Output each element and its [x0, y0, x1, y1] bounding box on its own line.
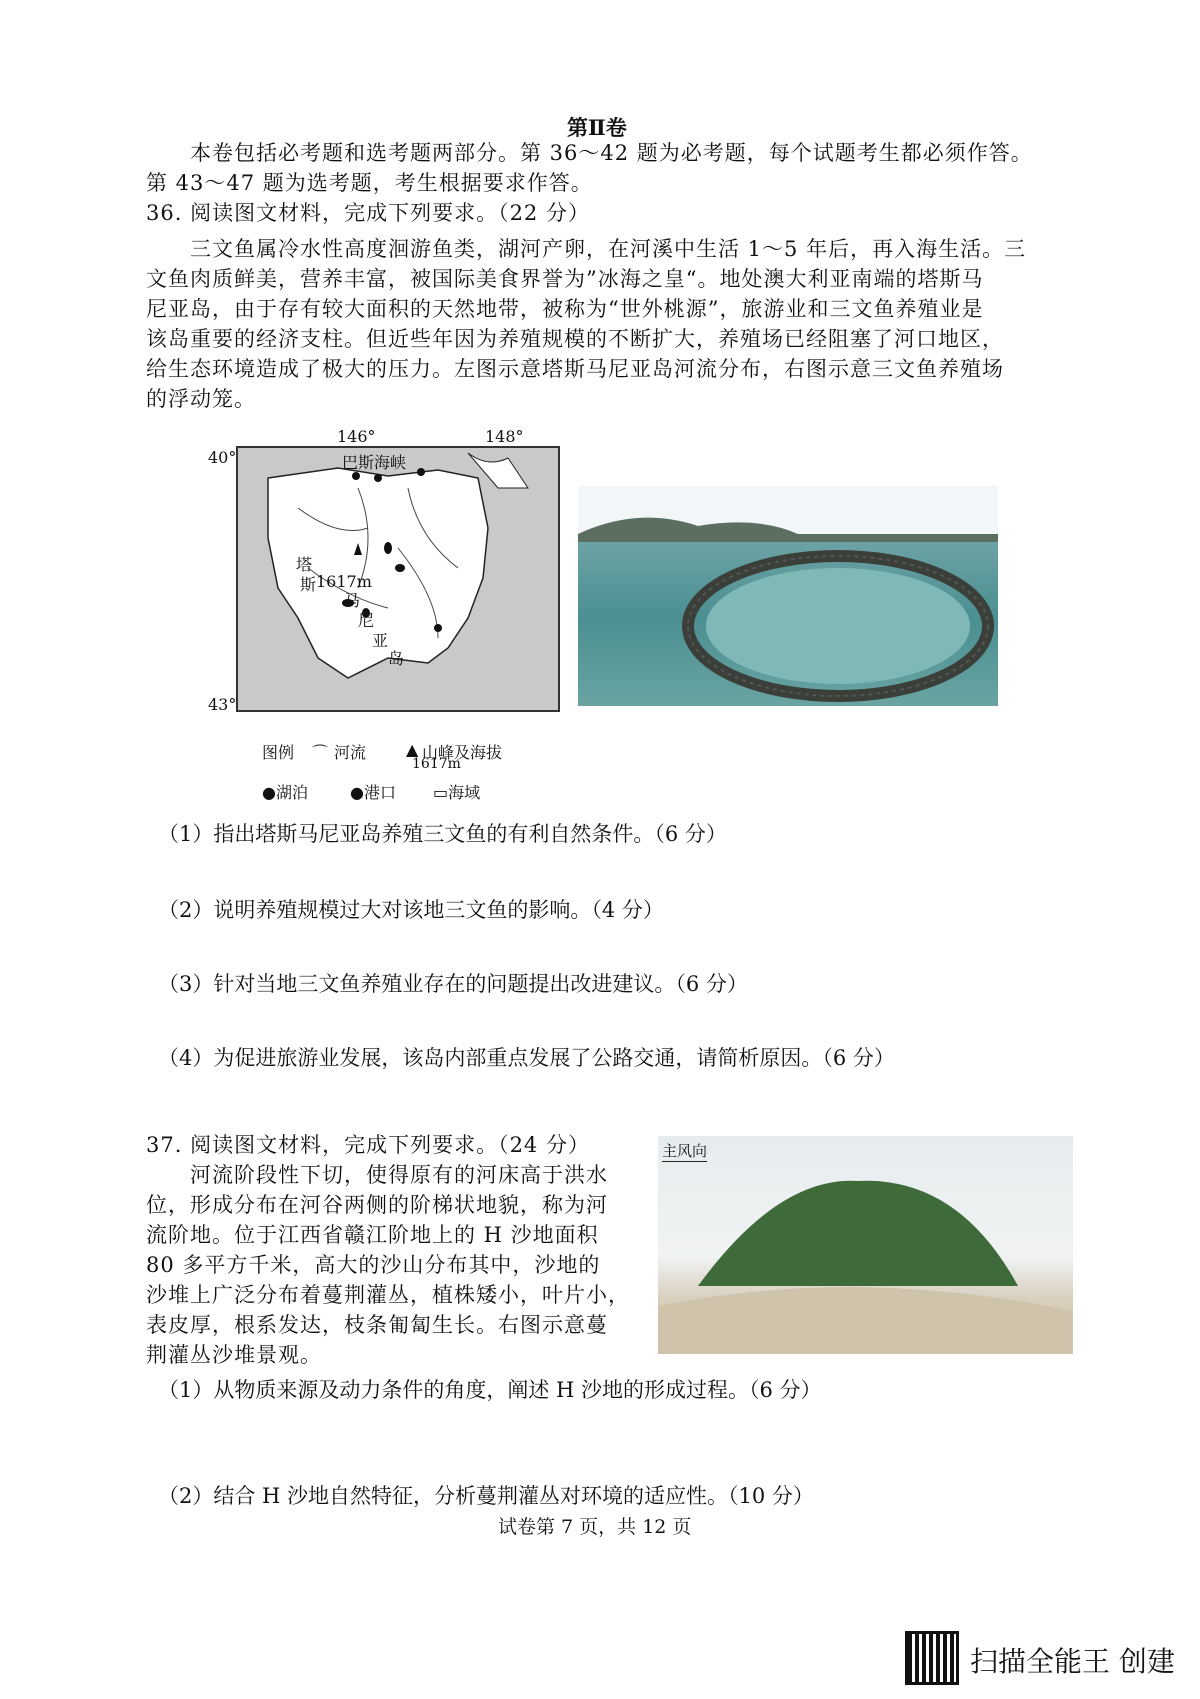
q36-para-line: 的浮动笼。: [146, 387, 256, 411]
strait-label: 巴斯海峡: [342, 453, 407, 472]
sand-ground: [658, 1287, 1073, 1354]
q36-para-line: 给生态环境造成了极大的压力。左图示意塔斯马尼亚岛河流分布，右图示意三文鱼养殖场: [146, 357, 1004, 381]
q36-para-line: 文鱼肉质鲜美，营养丰富，被国际美食界誉为”冰海之皇“。地处澳大利亚南端的塔斯马: [146, 267, 984, 291]
island-char: 亚: [372, 631, 389, 650]
qr-code-icon: [905, 1631, 959, 1685]
port-dot: [417, 468, 425, 476]
legend-peak-icon: ▲: [406, 740, 419, 759]
q37-para-line: 河流阶段性下切，使得原有的河床高于洪水: [190, 1163, 608, 1187]
legend-title: 图例: [262, 743, 295, 762]
lake-icon: [384, 542, 392, 554]
island-char: 马: [344, 591, 361, 610]
map-lat-40: 40°: [208, 448, 237, 467]
port-dot: [352, 472, 360, 480]
legend-port: ●港口: [350, 783, 396, 802]
scanner-watermark: 扫描全能王 创建: [970, 1645, 1175, 1678]
cage-water: [706, 568, 970, 684]
distant-hills: [578, 518, 998, 542]
wind-direction-label: 主风向: [662, 1142, 708, 1160]
q37-para-line: 表皮厚，根系发达，枝条匍匐生长。右图示意蔓: [146, 1313, 608, 1337]
peak-label: 1617m: [316, 572, 372, 591]
legend-sea-label: 海域: [448, 783, 481, 802]
q37-sub-1: （1）从物质来源及动力条件的角度，阐述 H 沙地的形成过程。（6 分）: [158, 1378, 822, 1402]
tasmania-island-svg: [238, 448, 558, 710]
legend-river-icon: ⌒: [312, 743, 329, 762]
q36-para-line: 尼亚岛，由于存有较大面积的天然地带，被称为“世外桃源”，旅游业和三文鱼养殖业是: [146, 297, 984, 321]
legend-port-label: 港口: [363, 783, 396, 802]
q36-para-line: 三文鱼属冷水性高度洄游鱼类，湖河产卵，在河溪中生活 1～5 年后，再入海生活。三: [190, 237, 1027, 261]
q36-header: 36. 阅读图文材料，完成下列要求。（22 分）: [146, 201, 590, 225]
shrub-mound: [698, 1181, 1018, 1286]
island-char: 斯: [300, 575, 317, 594]
intro-line-1: 本卷包括必考题和选考题两部分。第 36～42 题为必考题，每个试题考生都必须作答。: [190, 141, 1033, 165]
q37-para-line: 沙堆上广泛分布着蔓荆灌丛，植株矮小，叶片小，: [146, 1283, 630, 1307]
island-char: 尼: [358, 611, 375, 630]
q37-para-line: 荆灌丛沙堆景观。: [146, 1343, 322, 1367]
map-lon-146: 146°: [337, 427, 376, 446]
port-dot: [374, 474, 382, 482]
map-lat-43: 43°: [208, 695, 237, 714]
q36-sub-2: （2）说明养殖规模过大对该地三文鱼的影响。（4 分）: [158, 898, 664, 922]
page-footer: 试卷第 7 页，共 12 页: [498, 1516, 692, 1538]
q37-para-line: 位，形成分布在河谷两侧的阶梯状地貌，称为河: [146, 1193, 608, 1217]
legend-river: 河流: [334, 743, 367, 762]
legend-sea: ▭海域: [433, 783, 481, 802]
lake-icon: [395, 564, 405, 572]
legend-peak: 山峰及海拔: [422, 743, 503, 762]
q36-sub-1: （1）指出塔斯马尼亚岛养殖三文鱼的有利自然条件。（6 分）: [158, 822, 727, 846]
legend-lake: ●湖泊: [262, 783, 308, 802]
island-char: 塔: [296, 555, 313, 574]
port-dot: [434, 624, 442, 632]
map-lon-148: 148°: [485, 427, 524, 446]
salmon-cage-photo: [578, 486, 998, 706]
legend-peak-value: 1617m: [412, 756, 461, 772]
legend-lake-label: 湖泊: [275, 783, 308, 802]
map-frame: [236, 446, 560, 712]
intro-line-2: 第 43～47 题为选考题，考生根据要求作答。: [146, 171, 593, 195]
q36-sub-4: （4）为促进旅游业发展，该岛内部重点发展了公路交通，请简析原因。（6 分）: [158, 1046, 895, 1070]
q37-header: 37. 阅读图文材料，完成下列要求。（24 分）: [146, 1133, 590, 1157]
section-title: 第Ⅱ卷: [567, 115, 627, 140]
q36-sub-3: （3）针对当地三文鱼养殖业存在的问题提出改进建议。（6 分）: [158, 972, 748, 996]
q36-para-line: 该岛重要的经济支柱。但近些年因为养殖规模的不断扩大，养殖场已经阻塞了河口地区，: [146, 327, 1004, 351]
q37-para-line: 80 多平方千米，高大的沙山分布其中，沙地的: [146, 1253, 601, 1277]
shrub-dune-photo: [658, 1136, 1073, 1354]
q37-sub-2: （2）结合 H 沙地自然特征，分析蔓荆灌丛对环境的适应性。（10 分）: [158, 1484, 814, 1508]
island-char: 岛: [388, 649, 405, 668]
q37-para-line: 流阶地。位于江西省赣江阶地上的 H 沙地面积: [146, 1223, 599, 1247]
